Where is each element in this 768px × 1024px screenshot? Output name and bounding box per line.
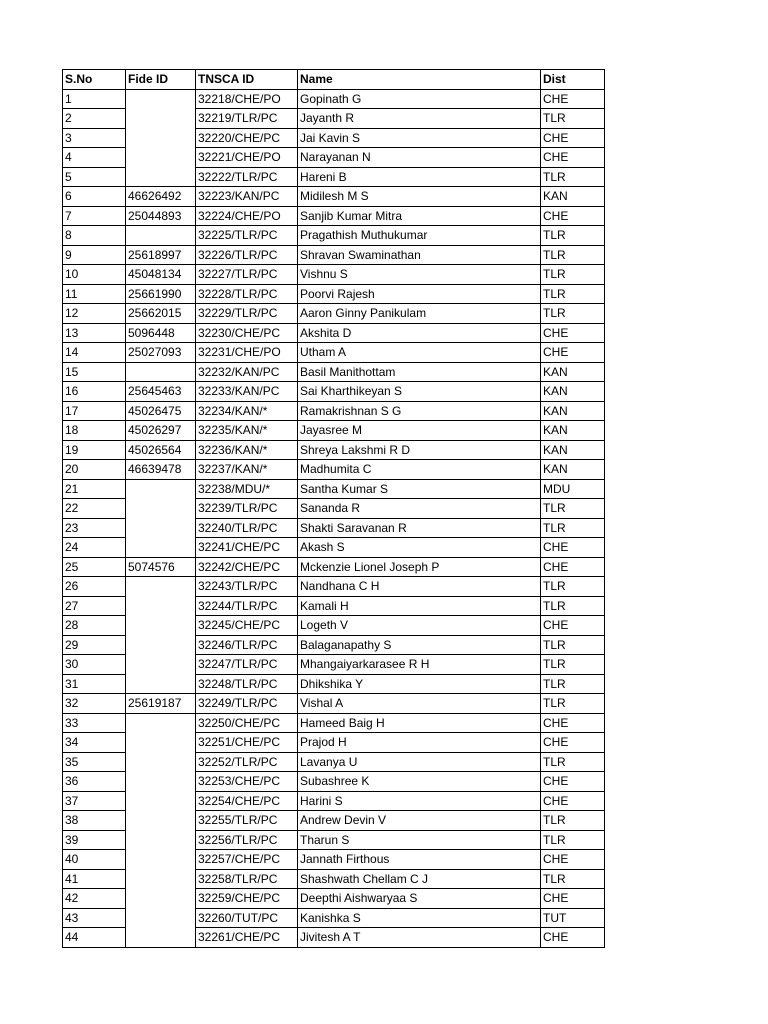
table-row <box>63 752 605 772</box>
table-row <box>63 518 605 538</box>
cell-sno: 36 <box>63 772 126 792</box>
cell-sno: 32 <box>63 694 126 714</box>
cell-sno: 29 <box>63 635 126 655</box>
cell-name: Prajod H <box>298 733 541 753</box>
cell-fide-id <box>126 89 196 109</box>
cell-sno: 16 <box>63 382 126 402</box>
table-row <box>63 713 605 733</box>
cell-name: Lavanya U <box>298 752 541 772</box>
cell-dist: KAN <box>541 362 605 382</box>
cell-dist: TLR <box>541 499 605 519</box>
cell-sno: 1 <box>63 89 126 109</box>
cell-fide-id <box>126 889 196 909</box>
table-row <box>63 284 605 304</box>
cell-sno: 19 <box>63 440 126 460</box>
cell-name: Sananda R <box>298 499 541 519</box>
cell-dist: CHE <box>541 772 605 792</box>
table-row <box>63 557 605 577</box>
cell-fide-id <box>126 128 196 148</box>
cell-dist: TLR <box>541 674 605 694</box>
cell-dist: CHE <box>541 713 605 733</box>
cell-fide-id: 45026475 <box>126 401 196 421</box>
cell-name: Pragathish Muthukumar <box>298 226 541 246</box>
cell-tnsca-id: 32226/TLR/PC <box>196 245 298 265</box>
cell-sno: 8 <box>63 226 126 246</box>
cell-sno: 30 <box>63 655 126 675</box>
cell-name: Shreya Lakshmi R D <box>298 440 541 460</box>
cell-tnsca-id: 32260/TUT/PC <box>196 908 298 928</box>
cell-name: Mckenzie Lionel Joseph P <box>298 557 541 577</box>
cell-fide-id: 25661990 <box>126 284 196 304</box>
table-row <box>63 733 605 753</box>
table-row <box>63 362 605 382</box>
cell-sno: 18 <box>63 421 126 441</box>
cell-sno: 13 <box>63 323 126 343</box>
cell-sno: 35 <box>63 752 126 772</box>
cell-sno: 21 <box>63 479 126 499</box>
player-table <box>62 69 605 948</box>
cell-tnsca-id: 32238/MDU/* <box>196 479 298 499</box>
cell-tnsca-id: 32235/KAN/* <box>196 421 298 441</box>
cell-sno: 38 <box>63 811 126 831</box>
cell-tnsca-id: 32255/TLR/PC <box>196 811 298 831</box>
cell-tnsca-id: 32232/KAN/PC <box>196 362 298 382</box>
table-row <box>63 128 605 148</box>
cell-dist: TLR <box>541 577 605 597</box>
cell-name: Jannath Firthous <box>298 850 541 870</box>
table-row <box>63 89 605 109</box>
cell-dist: TLR <box>541 635 605 655</box>
cell-fide-id: 25645463 <box>126 382 196 402</box>
cell-name: Shashwath Chellam C J <box>298 869 541 889</box>
cell-dist: TLR <box>541 830 605 850</box>
cell-sno: 20 <box>63 460 126 480</box>
cell-tnsca-id: 32243/TLR/PC <box>196 577 298 597</box>
table-row <box>63 850 605 870</box>
cell-sno: 39 <box>63 830 126 850</box>
cell-name: Sanjib Kumar Mitra <box>298 206 541 226</box>
table-row <box>63 323 605 343</box>
cell-sno: 40 <box>63 850 126 870</box>
cell-dist: KAN <box>541 440 605 460</box>
table-row <box>63 304 605 324</box>
cell-tnsca-id: 32242/CHE/PC <box>196 557 298 577</box>
cell-tnsca-id: 32230/CHE/PC <box>196 323 298 343</box>
cell-name: Jai Kavin S <box>298 128 541 148</box>
cell-dist: TLR <box>541 245 605 265</box>
cell-fide-id: 25027093 <box>126 343 196 363</box>
header-tnsca-id: TNSCA ID <box>196 70 298 90</box>
cell-sno: 37 <box>63 791 126 811</box>
table-row <box>63 538 605 558</box>
cell-name: Tharun S <box>298 830 541 850</box>
cell-tnsca-id: 32244/TLR/PC <box>196 596 298 616</box>
cell-name: Aaron Ginny Panikulam <box>298 304 541 324</box>
cell-dist: TLR <box>541 284 605 304</box>
cell-sno: 5 <box>63 167 126 187</box>
cell-fide-id: 25662015 <box>126 304 196 324</box>
cell-tnsca-id: 32239/TLR/PC <box>196 499 298 519</box>
cell-name: Sai Kharthikeyan S <box>298 382 541 402</box>
cell-sno: 43 <box>63 908 126 928</box>
table-row <box>63 830 605 850</box>
cell-tnsca-id: 32248/TLR/PC <box>196 674 298 694</box>
cell-tnsca-id: 32253/CHE/PC <box>196 772 298 792</box>
cell-dist: CHE <box>541 538 605 558</box>
cell-fide-id <box>126 772 196 792</box>
cell-dist: TLR <box>541 752 605 772</box>
cell-sno: 4 <box>63 148 126 168</box>
cell-sno: 7 <box>63 206 126 226</box>
cell-sno: 31 <box>63 674 126 694</box>
cell-dist: CHE <box>541 128 605 148</box>
cell-dist: CHE <box>541 616 605 636</box>
cell-name: Utham A <box>298 343 541 363</box>
cell-fide-id <box>126 616 196 636</box>
cell-fide-id: 5096448 <box>126 323 196 343</box>
cell-name: Santha Kumar S <box>298 479 541 499</box>
cell-tnsca-id: 32224/CHE/PO <box>196 206 298 226</box>
cell-name: Nandhana C H <box>298 577 541 597</box>
cell-name: Andrew Devin V <box>298 811 541 831</box>
table-row <box>63 577 605 597</box>
cell-dist: CHE <box>541 557 605 577</box>
cell-name: Dhikshika Y <box>298 674 541 694</box>
cell-name: Midilesh M S <box>298 187 541 207</box>
header-name: Name <box>298 70 541 90</box>
cell-sno: 42 <box>63 889 126 909</box>
cell-fide-id <box>126 538 196 558</box>
cell-name: Balaganapathy S <box>298 635 541 655</box>
cell-name: Vishal A <box>298 694 541 714</box>
table-row <box>63 187 605 207</box>
cell-fide-id <box>126 928 196 948</box>
table-row <box>63 908 605 928</box>
table-row <box>63 167 605 187</box>
cell-name: Subashree K <box>298 772 541 792</box>
cell-tnsca-id: 32225/TLR/PC <box>196 226 298 246</box>
cell-dist: CHE <box>541 791 605 811</box>
cell-fide-id <box>126 499 196 519</box>
cell-tnsca-id: 32222/TLR/PC <box>196 167 298 187</box>
cell-dist: CHE <box>541 889 605 909</box>
cell-fide-id <box>126 635 196 655</box>
cell-sno: 9 <box>63 245 126 265</box>
cell-tnsca-id: 32229/TLR/PC <box>196 304 298 324</box>
cell-name: Jayasree M <box>298 421 541 441</box>
cell-tnsca-id: 32259/CHE/PC <box>196 889 298 909</box>
cell-tnsca-id: 32234/KAN/* <box>196 401 298 421</box>
table-row <box>63 245 605 265</box>
cell-sno: 6 <box>63 187 126 207</box>
cell-tnsca-id: 32254/CHE/PC <box>196 791 298 811</box>
cell-name: Gopinath G <box>298 89 541 109</box>
cell-sno: 14 <box>63 343 126 363</box>
cell-fide-id <box>126 908 196 928</box>
cell-tnsca-id: 32247/TLR/PC <box>196 655 298 675</box>
cell-fide-id <box>126 167 196 187</box>
table-row <box>63 265 605 285</box>
cell-sno: 27 <box>63 596 126 616</box>
cell-tnsca-id: 32251/CHE/PC <box>196 733 298 753</box>
cell-name: Deepthi Aishwaryaa S <box>298 889 541 909</box>
cell-tnsca-id: 32228/TLR/PC <box>196 284 298 304</box>
cell-dist: CHE <box>541 733 605 753</box>
cell-tnsca-id: 32249/TLR/PC <box>196 694 298 714</box>
cell-name: Vishnu S <box>298 265 541 285</box>
cell-dist: KAN <box>541 382 605 402</box>
cell-fide-id: 25044893 <box>126 206 196 226</box>
header-sno: S.No <box>63 70 126 90</box>
table-row <box>63 382 605 402</box>
cell-tnsca-id: 32257/CHE/PC <box>196 850 298 870</box>
cell-name: Akshita D <box>298 323 541 343</box>
table-row <box>63 791 605 811</box>
cell-tnsca-id: 32250/CHE/PC <box>196 713 298 733</box>
cell-dist: TLR <box>541 304 605 324</box>
cell-sno: 3 <box>63 128 126 148</box>
table-row <box>63 889 605 909</box>
table-row <box>63 616 605 636</box>
cell-fide-id <box>126 577 196 597</box>
cell-name: Poorvi Rajesh <box>298 284 541 304</box>
table-row <box>63 811 605 831</box>
cell-dist: CHE <box>541 850 605 870</box>
cell-name: Shravan Swaminathan <box>298 245 541 265</box>
cell-sno: 2 <box>63 109 126 129</box>
cell-fide-id <box>126 109 196 129</box>
cell-sno: 22 <box>63 499 126 519</box>
cell-tnsca-id: 32237/KAN/* <box>196 460 298 480</box>
cell-fide-id: 45048134 <box>126 265 196 285</box>
cell-tnsca-id: 32221/CHE/PO <box>196 148 298 168</box>
cell-fide-id: 45026564 <box>126 440 196 460</box>
table-row <box>63 421 605 441</box>
header-row <box>63 70 605 90</box>
cell-name: Narayanan N <box>298 148 541 168</box>
table-row <box>63 226 605 246</box>
cell-fide-id <box>126 811 196 831</box>
cell-dist: CHE <box>541 89 605 109</box>
table-row <box>63 674 605 694</box>
cell-dist: KAN <box>541 187 605 207</box>
cell-dist: TLR <box>541 811 605 831</box>
cell-sno: 11 <box>63 284 126 304</box>
header-dist: Dist <box>541 70 605 90</box>
cell-dist: MDU <box>541 479 605 499</box>
cell-tnsca-id: 32227/TLR/PC <box>196 265 298 285</box>
cell-fide-id <box>126 479 196 499</box>
cell-name: Basil Manithottam <box>298 362 541 382</box>
cell-dist: KAN <box>541 460 605 480</box>
cell-fide-id <box>126 850 196 870</box>
cell-sno: 15 <box>63 362 126 382</box>
table-row <box>63 109 605 129</box>
cell-fide-id <box>126 518 196 538</box>
cell-dist: TLR <box>541 596 605 616</box>
table-row <box>63 596 605 616</box>
cell-tnsca-id: 32258/TLR/PC <box>196 869 298 889</box>
cell-tnsca-id: 32245/CHE/PC <box>196 616 298 636</box>
cell-dist: CHE <box>541 206 605 226</box>
cell-fide-id <box>126 226 196 246</box>
cell-fide-id: 46639478 <box>126 460 196 480</box>
table-row <box>63 635 605 655</box>
cell-name: Jayanth R <box>298 109 541 129</box>
cell-tnsca-id: 32236/KAN/* <box>196 440 298 460</box>
cell-fide-id: 45026297 <box>126 421 196 441</box>
cell-sno: 41 <box>63 869 126 889</box>
cell-dist: CHE <box>541 343 605 363</box>
cell-sno: 12 <box>63 304 126 324</box>
cell-dist: TLR <box>541 655 605 675</box>
cell-name: Hareni B <box>298 167 541 187</box>
cell-name: Hameed Baig H <box>298 713 541 733</box>
cell-tnsca-id: 32231/CHE/PO <box>196 343 298 363</box>
cell-sno: 34 <box>63 733 126 753</box>
cell-name: Ramakrishnan S G <box>298 401 541 421</box>
cell-name: Kanishka S <box>298 908 541 928</box>
cell-fide-id <box>126 830 196 850</box>
table-row <box>63 479 605 499</box>
cell-sno: 25 <box>63 557 126 577</box>
cell-dist: TLR <box>541 518 605 538</box>
cell-tnsca-id: 32261/CHE/PC <box>196 928 298 948</box>
cell-dist: TLR <box>541 265 605 285</box>
cell-name: Harini S <box>298 791 541 811</box>
cell-sno: 17 <box>63 401 126 421</box>
cell-name: Madhumita C <box>298 460 541 480</box>
cell-tnsca-id: 32220/CHE/PC <box>196 128 298 148</box>
cell-fide-id: 25619187 <box>126 694 196 714</box>
cell-tnsca-id: 32246/TLR/PC <box>196 635 298 655</box>
table-row <box>63 460 605 480</box>
cell-dist: TLR <box>541 109 605 129</box>
cell-fide-id <box>126 148 196 168</box>
table-row <box>63 343 605 363</box>
table-row <box>63 206 605 226</box>
cell-fide-id <box>126 596 196 616</box>
table-row <box>63 440 605 460</box>
cell-sno: 44 <box>63 928 126 948</box>
cell-sno: 26 <box>63 577 126 597</box>
cell-dist: KAN <box>541 421 605 441</box>
cell-name: Mhangaiyarkarasee R H <box>298 655 541 675</box>
cell-fide-id <box>126 791 196 811</box>
cell-fide-id <box>126 655 196 675</box>
table-row <box>63 499 605 519</box>
cell-name: Kamali H <box>298 596 541 616</box>
cell-tnsca-id: 32256/TLR/PC <box>196 830 298 850</box>
cell-sno: 33 <box>63 713 126 733</box>
cell-dist: TLR <box>541 167 605 187</box>
cell-tnsca-id: 32219/TLR/PC <box>196 109 298 129</box>
cell-dist: CHE <box>541 323 605 343</box>
cell-fide-id <box>126 733 196 753</box>
cell-fide-id <box>126 752 196 772</box>
cell-dist: CHE <box>541 148 605 168</box>
cell-name: Logeth V <box>298 616 541 636</box>
cell-tnsca-id: 32218/CHE/PO <box>196 89 298 109</box>
cell-name: Akash S <box>298 538 541 558</box>
cell-dist: TLR <box>541 869 605 889</box>
cell-dist: KAN <box>541 401 605 421</box>
table-row <box>63 694 605 714</box>
cell-sno: 10 <box>63 265 126 285</box>
cell-dist: CHE <box>541 928 605 948</box>
cell-tnsca-id: 32241/CHE/PC <box>196 538 298 558</box>
cell-tnsca-id: 32233/KAN/PC <box>196 382 298 402</box>
cell-fide-id <box>126 869 196 889</box>
cell-sno: 23 <box>63 518 126 538</box>
table-row <box>63 655 605 675</box>
table-row <box>63 928 605 948</box>
cell-sno: 24 <box>63 538 126 558</box>
table-row <box>63 148 605 168</box>
table-row <box>63 869 605 889</box>
header-fide-id: Fide ID <box>126 70 196 90</box>
cell-tnsca-id: 32223/KAN/PC <box>196 187 298 207</box>
cell-tnsca-id: 32240/TLR/PC <box>196 518 298 538</box>
cell-name: Jivitesh A T <box>298 928 541 948</box>
cell-fide-id <box>126 713 196 733</box>
cell-fide-id <box>126 362 196 382</box>
cell-tnsca-id: 32252/TLR/PC <box>196 752 298 772</box>
cell-sno: 28 <box>63 616 126 636</box>
table-row <box>63 401 605 421</box>
cell-fide-id: 5074576 <box>126 557 196 577</box>
table-row <box>63 772 605 792</box>
cell-name: Shakti Saravanan R <box>298 518 541 538</box>
cell-dist: TLR <box>541 226 605 246</box>
cell-fide-id: 25618997 <box>126 245 196 265</box>
cell-fide-id <box>126 674 196 694</box>
cell-dist: TUT <box>541 908 605 928</box>
cell-dist: TLR <box>541 694 605 714</box>
cell-fide-id: 46626492 <box>126 187 196 207</box>
